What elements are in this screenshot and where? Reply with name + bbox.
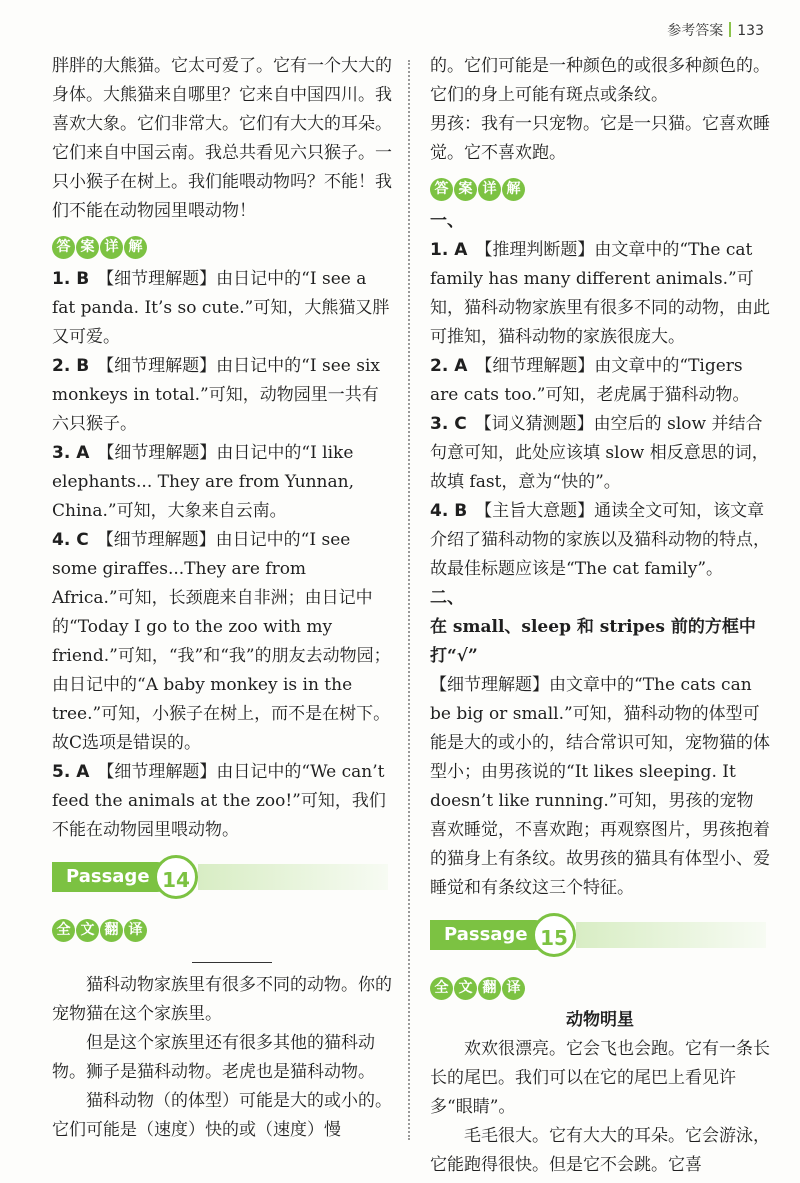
answer-item (52, 265, 392, 352)
tag-char: 解 (124, 236, 147, 259)
tag-char: 全 (430, 977, 453, 1000)
answer-item (430, 497, 770, 584)
answer-text: 【细节理解题】由日记中的“I see some giraffes...They are from Africa.”可知，长颈鹿来自非洲；由日记中的“Today I go to the zoo with my friend.”可知，“我”和“我”的朋友去动物园；由日记中的“A baby monkey is in the tree.”可知，小猴子在树上，而不是在树下。故C选项是错误的。 (52, 530, 391, 753)
tag-char: 翻 (100, 919, 123, 942)
answer-number: 5. A (52, 762, 90, 782)
section-title: 参考答案 (667, 23, 724, 39)
banner-fade (576, 922, 766, 948)
answer-number: 2. A (430, 356, 468, 376)
tag-char: 案 (76, 236, 99, 259)
passage-label: Passage (430, 920, 550, 950)
column-divider (408, 60, 410, 1140)
answer-text: 【细节理解题】由日记中的“I see a fat panda. It’s so cute.”可知，大熊猫又胖又可爱。 (52, 269, 390, 347)
translation-heading-tag (430, 973, 526, 1002)
answer-text: 【推理判断题】由文章中的“The cat family has many different animals.”可知，猫科动物家族里有很多不同的动物，由此可推知，猫科动物的家族很庞大。 (430, 240, 770, 347)
passage-number: 14 (154, 855, 198, 899)
translation-paragraph: 但是这个家族里还有很多其他的猫科动物。狮子是猫科动物。老虎也是猫科动物。 (52, 1033, 375, 1082)
answer-item (52, 526, 392, 758)
dialogue-line: 男孩：我有一只宠物。它是一只猫。它喜欢睡觉。它不喜欢跑。 (430, 114, 770, 163)
tag-char: 翻 (478, 977, 501, 1000)
part-heading: 一、 (430, 211, 464, 231)
answer-text: 【主旨大意题】通读全文可知，该文章介绍了猫科动物的家族以及猫科动物的特点，故最佳标题应该是“The cat family”。 (430, 501, 770, 579)
translation-paragraph: 猫科动物家族里有很多不同的动物。你的宠物猫在这个家族里。 (52, 975, 392, 1024)
answer-item (430, 236, 770, 352)
answer-item (430, 352, 770, 410)
tag-char: 全 (52, 919, 75, 942)
translation-paragraph: 欢欢很漂亮。它会飞也会跑。它有一条长长的尾巴。我们可以在它的尾巴上看见许多“眼睛”。 (430, 1039, 770, 1117)
answer-item (430, 410, 770, 497)
tag-char: 译 (502, 977, 525, 1000)
answer-text: 【细节理解题】由日记中的“I like elephants... They are from Yunnan, China.”可知，大象来自云南。 (52, 443, 354, 521)
part-heading: 二、 (430, 588, 464, 608)
part2-explanation: 【细节理解题】由文章中的“The cats can be big or small.”可知，猫科动物的体型可能是大的或小的，结合常识可知，宠物猫的体型小；由男孩说的“It likes sleeping. It doesn’t like running.”可知，男孩的宠物喜欢睡觉，不喜欢跑；再观察图片，男孩抱着的猫身上有条纹。故男孩的猫具有体型小、爱睡觉和有条纹这三个特征。 (430, 675, 770, 898)
tag-char: 答 (430, 178, 453, 201)
answer-number: 4. B (430, 501, 468, 521)
tag-char: 详 (100, 236, 123, 259)
answer-number: 4. C (52, 530, 89, 550)
tag-char: 案 (454, 178, 477, 201)
answer-text: 【细节理解题】由日记中的“We can’t feed the animals at the zoo!”可知，我们不能在动物园里喂动物。 (52, 762, 386, 840)
answers-heading-tag (52, 232, 148, 261)
tag-char: 解 (502, 178, 525, 201)
page-number: 133 (737, 23, 764, 39)
left-column (52, 52, 392, 1145)
translation-paragraph: 毛毛很大。它有大大的耳朵。它会游泳，它能跑得很快。但是它不会跳。它喜 (430, 1126, 770, 1175)
translation-heading-tag (52, 915, 148, 944)
passage-banner (52, 855, 392, 901)
tag-char: 译 (124, 919, 147, 942)
answer-text: 【细节理解题】由日记中的“I see six monkeys in total.”可知，动物园里一共有六只猴子。 (52, 356, 380, 434)
translation-paragraph: 猫科动物（的体型）可能是大的或小的。它们可能是（速度）快的或（速度）慢 (52, 1091, 392, 1140)
translation-continued: 的。它们可能是一种颜色的或很多种颜色的。它们的身上可能有斑点或条纹。 (430, 56, 770, 105)
answer-number: 1. A (430, 240, 468, 260)
answer-number: 2. B (52, 356, 90, 376)
answer-item (52, 439, 392, 526)
tag-char: 答 (52, 236, 75, 259)
answer-text: 【细节理解题】由文章中的“Tigers are cats too.”可知，老虎属于猫科动物。 (430, 356, 750, 405)
answer-number: 3. C (430, 414, 467, 434)
title-blank-line (192, 962, 272, 963)
passage-banner (430, 913, 770, 959)
page-header (667, 20, 764, 40)
tag-char: 详 (478, 178, 501, 201)
banner-fade (198, 864, 388, 890)
answer-item (52, 758, 392, 845)
answer-number: 3. A (52, 443, 90, 463)
answer-item (52, 352, 392, 439)
part2-answer: 在 small、sleep 和 stripes 前的方框中打“√” (430, 617, 756, 666)
intro-paragraph: 胖胖的大熊猫。它太可爱了。它有一个大大的身体。大熊猫来自哪里？它来自中国四川。我喜欢大象。它们非常大。它们有大大的耳朵。它们来自中国云南。我总共看见六只猴子。一只小猴子在树上。我们能喂动物吗？不能！我们不能在动物园里喂动物！ (52, 56, 392, 221)
translation-title: 动物明星 (566, 1010, 634, 1030)
answer-text: 【词义猜测题】由空后的 slow 并结合句意可知，此处应该填 slow 相反意思的词，故填 fast，意为“快的”。 (430, 414, 769, 492)
passage-number: 15 (532, 913, 576, 957)
answer-number: 1. B (52, 269, 90, 289)
right-column (430, 52, 770, 1180)
tag-char: 文 (76, 919, 99, 942)
passage-label: Passage (52, 862, 172, 892)
answers-heading-tag (430, 174, 526, 203)
tag-char: 文 (454, 977, 477, 1000)
header-divider (729, 22, 731, 37)
